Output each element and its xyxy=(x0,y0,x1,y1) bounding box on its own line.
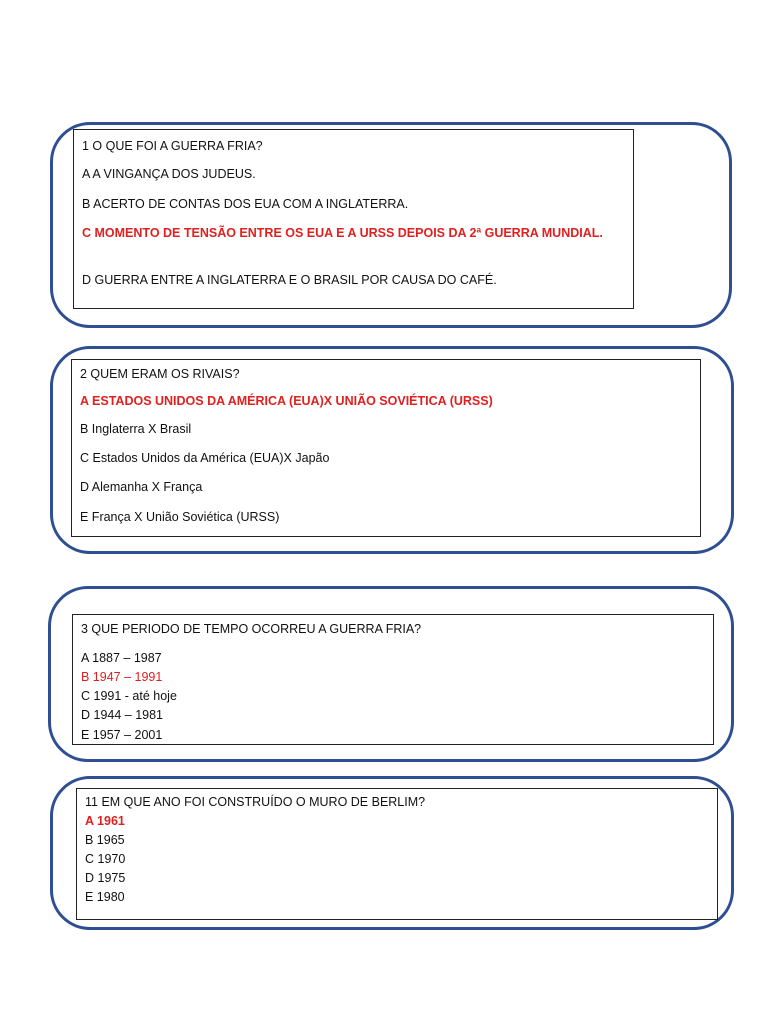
q1-option-c-correct: C MOMENTO DE TENSÃO ENTRE OS EUA E A URSS DEPOIS DA 2ª GUERRA MUNDIAL. xyxy=(82,226,603,240)
q2-option-d: D Alemanha X França xyxy=(80,480,203,494)
q11-option-a-correct: A 1961 xyxy=(85,814,125,828)
q11-option-d: D 1975 xyxy=(85,871,126,885)
question-box-11 xyxy=(76,788,718,920)
q1-option-b: B ACERTO DE CONTAS DOS EUA COM A INGLATERRA. xyxy=(82,197,409,211)
q3-option-a: A 1887 – 1987 xyxy=(81,651,162,665)
question-11-title: 11 EM QUE ANO FOI CONSTRUÍDO O MURO DE BERLIM? xyxy=(85,795,426,809)
q11-option-c: C 1970 xyxy=(85,852,126,866)
q3-option-c: C 1991 - até hoje xyxy=(81,689,177,703)
q3-option-b-correct: B 1947 – 1991 xyxy=(81,670,163,684)
q1-option-d: D GUERRA ENTRE A INGLATERRA E O BRASIL POR CAUSA DO CAFÉ. xyxy=(82,273,497,287)
question-box-1 xyxy=(73,129,634,309)
q1-option-a: A A VINGANÇA DOS JUDEUS. xyxy=(82,167,256,181)
q2-option-c: C Estados Unidos da América (EUA)X Japão xyxy=(80,451,330,465)
question-2-title: 2 QUEM ERAM OS RIVAIS? xyxy=(80,367,240,381)
q2-option-b: B Inglaterra X Brasil xyxy=(80,422,192,436)
q3-option-d: D 1944 – 1981 xyxy=(81,708,164,722)
q11-option-b: B 1965 xyxy=(85,833,125,847)
question-3-title: 3 QUE PERIODO DE TEMPO OCORREU A GUERRA FRIA? xyxy=(81,622,422,636)
q11-option-e: E 1980 xyxy=(85,890,125,904)
q3-option-e: E 1957 – 2001 xyxy=(81,728,163,742)
question-1-title: 1 O QUE FOI A GUERRA FRIA? xyxy=(82,139,263,153)
q2-option-e: E França X União Soviética (URSS) xyxy=(80,510,280,524)
question-box-2 xyxy=(71,359,701,537)
question-box-3 xyxy=(72,614,714,745)
q2-option-a-correct: A ESTADOS UNIDOS DA AMÉRICA (EUA)X UNIÃO SOVIÉTICA (URSS) xyxy=(80,394,493,408)
